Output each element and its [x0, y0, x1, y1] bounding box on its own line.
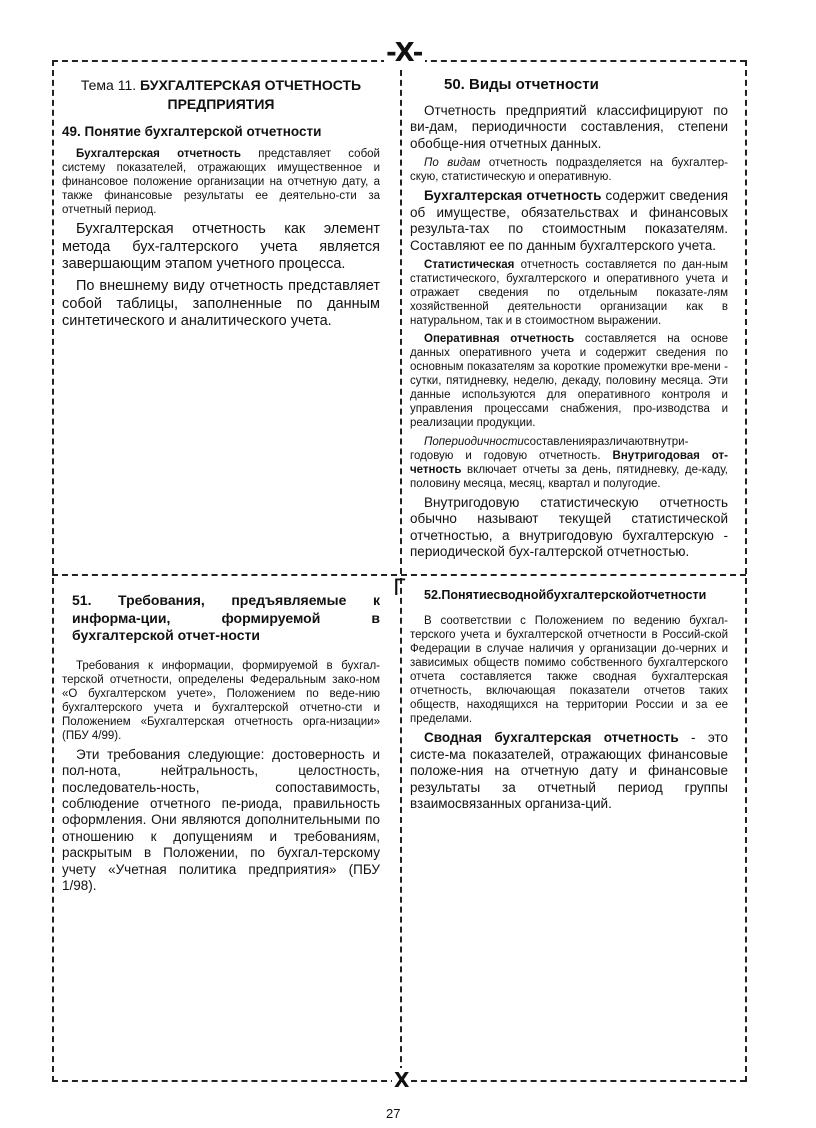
section-52-title: 52.Понятиесводнойбухгалтерскойотчетности	[424, 588, 707, 602]
right-border-line	[745, 60, 747, 1082]
section-50-para-5	[410, 332, 728, 430]
scissors-mark-top: -X-	[386, 38, 424, 68]
section-49-cell	[62, 76, 380, 335]
para-text: составляется на основе данных оперативного учета и содержит сведения по основным показателям за короткие промежутки вре-мени - сутки, пятидневку, неделю, декаду, половину месяца. Эти данные используются для оперативного контроля и управления процессами снабжения, про-изводства и реализации продукции.	[410, 333, 728, 430]
para-text: составленияразличаютвнутри-годовую и годовую отчетность.	[410, 435, 689, 462]
topic-title: БУХГАЛТЕРСКАЯ ОТЧЕТНОСТЬ ПРЕДПРИЯТИЯ	[140, 77, 362, 112]
section-52-para-2	[410, 730, 728, 812]
section-50-para-4	[410, 258, 728, 328]
section-51-para-2: Эти требования следующие: достоверность и пол-нота, нейтральность, целостность, последователь-ность, сопоставимость, соблюдение отчетного пе-риода, правильность оформления. Они являются дополнительными по отношению к допущениям и требованиям, раскрытым в Положении, по бухгал-терскому учету «Учетная политика предприятия» (ПБУ 1/98).	[62, 746, 380, 894]
section-49-para-2: Бухгалтерская отчетность как элемент метода бух-галтерского учета является завершающим этапом учетного процесса.	[62, 220, 380, 273]
section-49-para-1	[62, 147, 380, 217]
section-50-para-6	[410, 435, 728, 491]
section-50-cell	[410, 76, 728, 564]
para-text: содержит сведения об имуществе, обязательствах и финансовых результа-тах по стоимостным показателям. Составляют ее по данным бухгалтерского учета.	[410, 188, 728, 253]
term-accounting-reporting: Бухгалтерская отчетность	[76, 147, 241, 160]
page-number: 27	[386, 1106, 401, 1121]
bold-term: Внутригодовая от-четность	[410, 449, 728, 476]
section-51-title: 51. Требования, предъявляемые к информа-ции, формируемой в бухгалтерской отчет-ности	[72, 592, 380, 643]
italic-term: По видам	[424, 157, 481, 170]
corner-mark: Г	[393, 576, 407, 601]
bold-term: Бухгалтерская отчетность	[424, 188, 602, 204]
section-51-cell	[62, 592, 380, 899]
left-border-line	[52, 60, 54, 1082]
para-text: отчетность составляется по дан-ным статистического, бухгалтерского и оперативного учета и отражает сведения по отдельным показате-лям хозяйственной деятельности организации как в натуральном, так и в стоимостном выражении.	[410, 259, 728, 328]
section-52-cell	[410, 588, 728, 816]
section-49-para-3: По внешнему виду отчетность представляет собой таблицы, заполненные по данным синтетического и аналитического учета.	[62, 277, 380, 330]
para-text: отчетность подразделяется на бухгалтер-скую, статистическую и оперативную.	[410, 157, 728, 184]
para-text: - это систе-ма показателей, отражающих финансовые положе-ния на отчетную дату и финансовые результаты за отчетный период группы взаимосвязанных организа-ций.	[410, 730, 728, 811]
para-text: представляет собой систему показателей, отражающих имущественное и финансовое положение организации на отчетную дату, а также финансовые результаты ее деятельно-сти за отчетный период.	[62, 147, 380, 216]
section-50-para-2	[410, 156, 728, 184]
bold-term: Сводная бухгалтерская отчетность	[424, 730, 679, 746]
section-50-title: 50. Виды отчетности	[444, 76, 599, 93]
topic-heading	[62, 76, 380, 114]
bold-term: Статистическая	[424, 259, 515, 272]
section-50-para-7: Внутригодовую статистическую отчетность обычно называют текущей статистической отчетностью, а внутригодовую бухгалтерскую - периодической бух-галтерской отчетностью.	[410, 494, 728, 559]
italic-term: Попериодичности	[424, 435, 524, 448]
section-51-para-1: Требования к информации, формируемой в бухгал-терской отчетности, определены Федеральным зако-ном «О бухгалтерском учете», Положением по веде-нию бухгалтерского учета и бухгалтерской отчетно-сти и Положением «Бухгалтерская отчетность орга-низации» (ПБУ 4/99).	[62, 659, 380, 742]
bold-term: Оперативная отчетность	[424, 333, 575, 346]
center-divider-line	[400, 60, 402, 1082]
topic-prefix: Тема 11.	[80, 77, 137, 93]
section-50-para-1: Отчетность предприятий классифицируют по ви-дам, периодичности составления, степени обобще-ния отчетных данных.	[410, 103, 728, 151]
para-text: включает отчеты за день, пятидневку, де-каду, половину месяца, месяц, квартал и полугодие.	[410, 463, 728, 490]
section-52-para-1: В соответствии с Положением по ведению бухгал-терского учета и бухгалтерской отчетности в Россий-ской Федерации в случае наличия у организации до-черних и зависимых обществ помимо собственного бухгалтерского отчета составляется также сводная бухгалтерская отчетность, включающая показатели отчетов таких обществ, находящихся на территории России и за ее пределами.	[410, 615, 728, 726]
scissors-mark-bottom: X	[394, 1068, 410, 1092]
section-50-para-3	[410, 188, 728, 254]
section-49-title: 49. Понятие бухгалтерской отчетности	[62, 123, 322, 139]
